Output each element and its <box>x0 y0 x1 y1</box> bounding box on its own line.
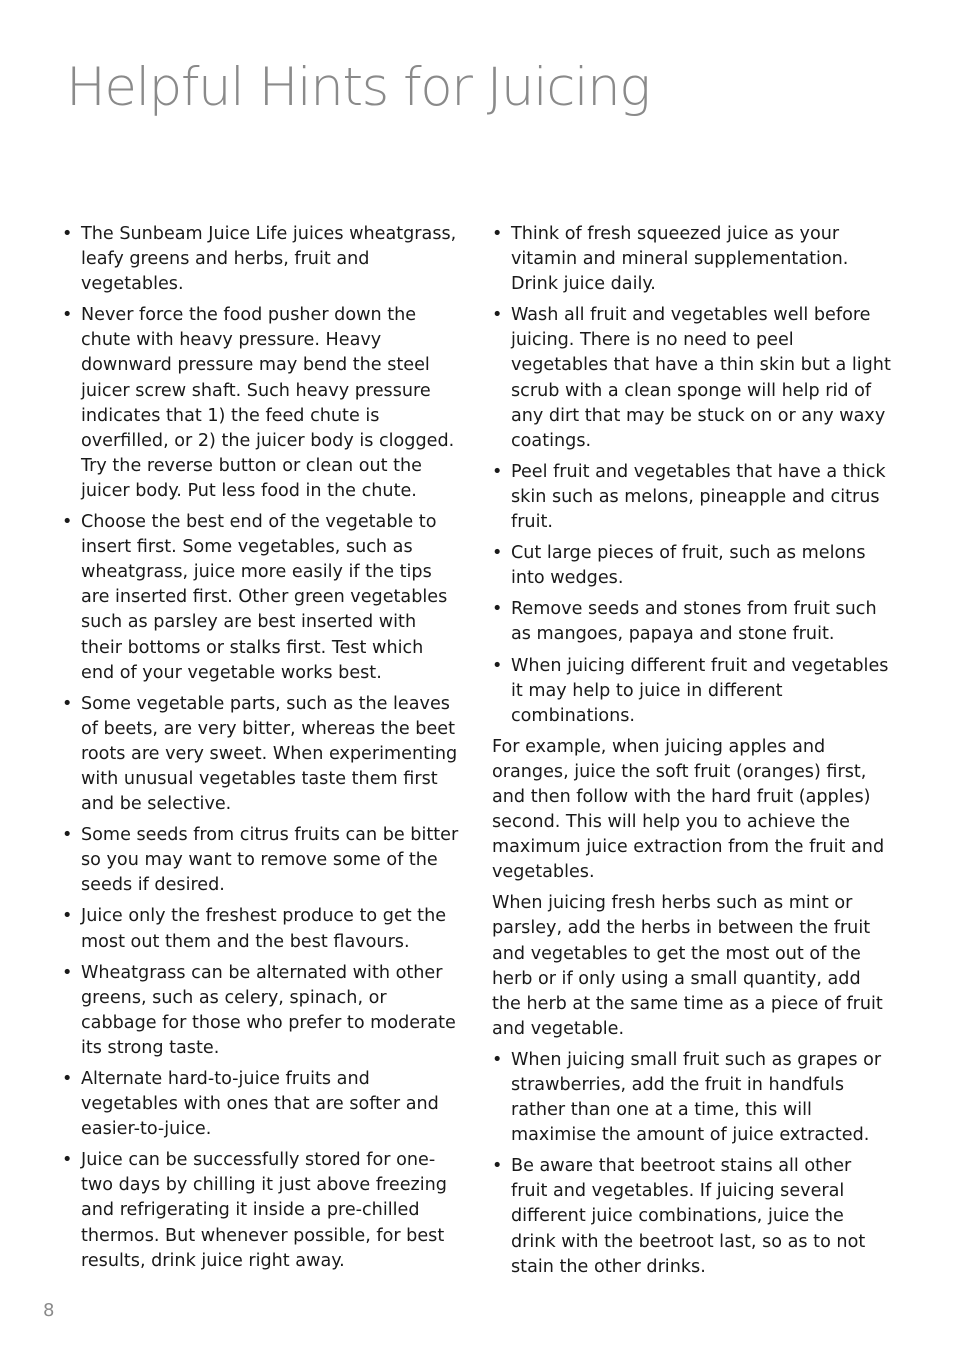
hint-item <box>62 961 460 1061</box>
bullet-icon: • <box>492 1156 503 1177</box>
hint-item <box>62 1148 460 1273</box>
bullet-icon: • <box>62 906 73 927</box>
hint-text: Some seeds from citrus fruits can be bitter so you may want to remove some of the seeds if desired. <box>81 825 459 896</box>
hint-text: Cut large pieces of fruit, such as melons into wedges. <box>511 543 866 589</box>
bullet-icon: • <box>492 655 503 676</box>
bullet-icon: • <box>62 224 73 244</box>
hint-item <box>62 510 460 686</box>
hint-text: Wheatgrass can be alternated with other greens, such as celery, spinach, or cabbage for those who prefer to moderate its strong taste. <box>81 962 456 1058</box>
hint-text: Some vegetable parts, such as the leaves of beets, are very bitter, whereas the beet roots are very sweet. When experimenting with unusual vegetables taste them first and be selective. <box>81 693 458 815</box>
hint-text: The Sunbeam Juice Life juices wheatgrass, leafy greens and herbs, fruit and vegetables. <box>81 224 457 295</box>
hint-item <box>62 823 460 898</box>
page-title: Helpful Hints for Juicing <box>66 57 650 118</box>
left-column <box>62 222 460 1280</box>
hint-item <box>492 1048 892 1148</box>
hint-item <box>62 904 460 954</box>
hint-item <box>492 654 892 729</box>
bullet-icon: • <box>62 693 73 714</box>
hint-text: When juicing small fruit such as grapes or strawberries, add the fruit in handfuls rather than one at a time, this will maximise the amount of juice extracted. <box>511 1049 882 1146</box>
hint-text: Think of fresh squeezed juice as your vitamin and mineral supplementation. Drink juice daily. <box>511 224 849 295</box>
hint-text: Peel fruit and vegetables that have a thick skin such as melons, pineapple and citrus fruit. <box>511 461 886 533</box>
hint-text: Be aware that beetroot stains all other fruit and vegetables. If juicing several different juice combinations, juice the drink with the beetroot last, so as to not stain the other drinks. <box>511 1156 866 1277</box>
hint-text: Juice can be successfully stored for one-two days by chilling it just above freezing and refrigerating it inside a pre-chilled thermos. But whenever possible, for best results, drink juice right away. <box>81 1150 447 1271</box>
hint-item <box>492 1154 892 1279</box>
hint-text: Alternate hard-to-juice fruits and vegetables with ones that are softer and easier-to-juice. <box>81 1069 439 1140</box>
hint-text: Juice only the freshest produce to get the most out them and the best flavours. <box>81 906 447 952</box>
hint-text: Wash all fruit and vegetables well before juicing. There is no need to peel vegetables that have a thin skin but a light scrub with a clean sponge will help rid of any dirt that may be stuck on or any waxy coatings. <box>511 305 891 451</box>
bullet-icon: • <box>62 1069 73 1089</box>
bullet-icon: • <box>492 1049 503 1070</box>
bullet-icon: • <box>62 305 73 326</box>
bullet-icon: • <box>62 962 73 983</box>
hint-text: Never force the food pusher down the chute with heavy pressure. Heavy downward pressure may bend the steel juicer screw shaft. Such heavy pressure indicates that 1) the feed chute is overfilled, or 2) the juicer body is clogged. Try the reverse button or clean out the juicer body. Put less food in the chute. <box>81 305 455 501</box>
hint-item <box>62 303 460 504</box>
page-number: 8 <box>43 1300 55 1321</box>
hint-item <box>62 692 460 817</box>
example-paragraph: For example, when juicing apples and oranges, juice the soft fruit (oranges) first, and then follow with the hard fruit (apples) second. This will help you to achieve the maximum juice extraction from the fruit and vegetables. <box>492 736 885 883</box>
hint-item <box>492 541 892 591</box>
right-column <box>492 222 892 1286</box>
hint-item <box>492 597 892 647</box>
hint-item <box>62 222 460 297</box>
hint-item <box>492 222 892 297</box>
bullet-icon: • <box>492 305 503 326</box>
bullet-icon: • <box>492 543 503 564</box>
hint-item <box>62 1067 460 1142</box>
bullet-icon: • <box>62 825 73 846</box>
bullet-icon: • <box>492 599 503 620</box>
bullet-icon: • <box>492 224 503 244</box>
hint-text: Choose the best end of the vegetable to insert first. Some vegetables, such as wheatgrass, juice more easily if the tips are inserted first. Other green vegetables such as parsley are best inserted with their bottoms or stalks first. Test which end of your vegetable works best. <box>81 512 448 683</box>
bullet-icon: • <box>62 512 73 533</box>
bullet-icon: • <box>62 1150 73 1171</box>
herbs-paragraph: When juicing fresh herbs such as mint or parsley, add the herbs in between the fruit and vegetables to get the most out of the herb or if only using a small quantity, add the herb at the same time as a piece of fruit and vegetable. <box>492 893 883 1039</box>
bullet-icon: • <box>492 461 503 482</box>
hint-item <box>492 460 892 535</box>
hint-item <box>492 303 892 454</box>
hint-text: When juicing different fruit and vegetables it may help to juice in different combinations. <box>511 655 889 726</box>
hint-text: Remove seeds and stones from fruit such as mangoes, papaya and stone fruit. <box>511 599 877 645</box>
